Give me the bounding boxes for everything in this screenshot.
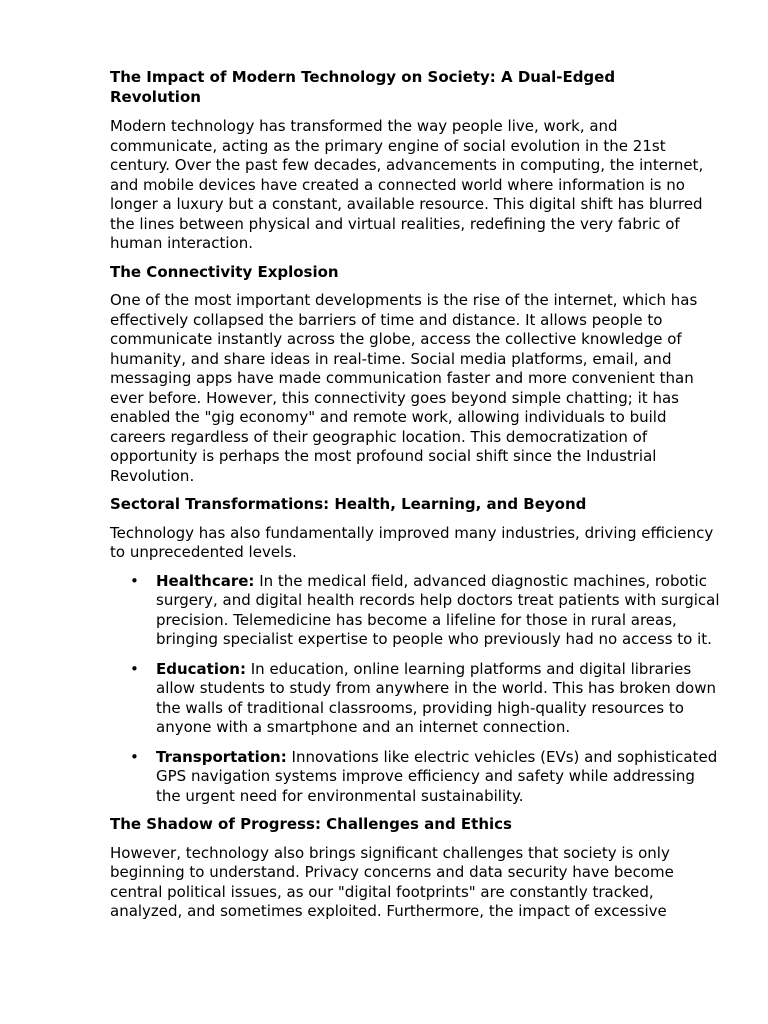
list-item-text: In education, online learning platforms and digital libraries allow students to study from anywhere in the world. This has broken down the walls of traditional classrooms, providing high-quality resources to anyone with a smartphone and an internet connection.	[156, 659, 716, 736]
list-item	[110, 660, 720, 738]
intro-paragraph: Modern technology has transformed the way people live, work, and communicate, acting as the primary engine of social evolution in the 21st century. Over the past few decades, advancements in computing, the internet, and mobile devices have created a connected world where information is no longer a luxury but a constant, available resource. This digital shift has blurred the lines between physical and virtual realities, redefining the very fabric of human interaction.	[110, 117, 704, 252]
list-item-text: In the medical field, advanced diagnostic machines, robotic surgery, and digital health records help doctors treat patients with surgical precision. Telemedicine has become a lifeline for those in rural areas, bringing specialist expertise to people who previously had no access to it.	[156, 571, 720, 648]
list-item-term: Healthcare:	[156, 571, 255, 590]
list-item-term: Transportation:	[156, 747, 287, 766]
list-item-term: Education:	[156, 659, 246, 678]
bullet-icon: •	[130, 571, 139, 590]
section-heading: The Shadow of Progress: Challenges and Ethics	[110, 815, 512, 833]
section-heading: The Connectivity Explosion	[110, 262, 339, 281]
list-item	[110, 572, 720, 650]
section-paragraph: Technology has also fundamentally improved many industries, driving efficiency to unprecedented levels.	[110, 523, 714, 561]
bullet-icon: •	[130, 659, 139, 678]
section-paragraph: However, technology also brings significant challenges that society is only beginning to understand. Privacy concerns and data security have become central political issues, as our "digital footprints" are constantly tracked, analyzed, and sometimes exploited. Furthermore, the impact of excessive	[110, 843, 674, 920]
section-paragraph: One of the most important developments is the rise of the internet, which has effectively collapsed the barriers of time and distance. It allows people to communicate instantly across the globe, access the collective knowledge of humanity, and share ideas in real-time. Social media platforms, email, and messaging apps have made communication faster and more convenient than ever before. However, this connectivity goes beyond simple chatting; it has enabled the "gig economy" and remote work, allowing individuals to build careers regardless of their geographic location. This democratization of opportunity is perhaps the most profound social shift since the Industrial Revolution.	[110, 291, 698, 485]
list-item	[110, 748, 720, 807]
section-heading: Sectoral Transformations: Health, Learning, and Beyond	[110, 495, 587, 513]
bullet-list	[110, 572, 720, 807]
bullet-icon: •	[130, 747, 139, 766]
document-title: The Impact of Modern Technology on Society: A Dual-Edged Revolution	[110, 68, 616, 106]
document-body	[110, 68, 720, 931]
list-item-text: Innovations like electric vehicles (EVs) and sophisticated GPS navigation systems improve efficiency and safety while addressing the urgent need for environmental sustainability.	[156, 747, 718, 805]
